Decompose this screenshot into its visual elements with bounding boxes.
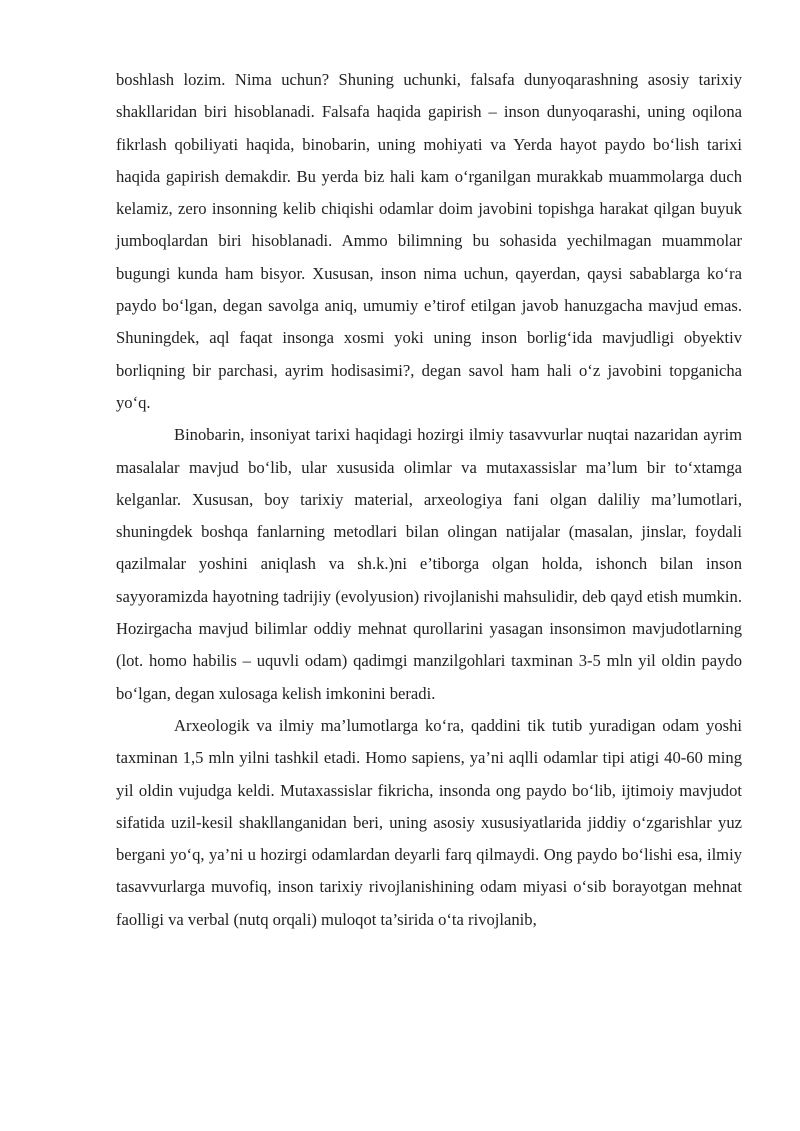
- paragraph-continuation: boshlash lozim. Nima uchun? Shuning uchunki, falsafa dunyoqarashning asosiy tarixiy shakllaridan biri hisoblanadi. Falsafa haqida gapirish – inson dunyoqarashi, uning oqilona fikrlash qobiliyati haqida, binobarin, uning mohiyati va Yerda hayot paydo boʻlish tarixi haqida gapirish demakdir. Bu yerda biz hali kam oʻrganilgan murakkab muammolarga duch kelamiz, zero insonning kelib chiqishi odamlar doim javobini topishga harakat qilgan buyuk jumboqlardan biri hisoblanadi. Ammo bilimning bu sohasida yechilmagan muammolar bugungi kunda ham bisyor. Xususan, inson nima uchun, qayerdan, qaysi sabablarga koʻra paydo boʻlgan, degan savolga aniq, umumiy e’tirof etilgan javob hanuzgacha mavjud emas. Shuningdek, aql faqat insonga xosmi yoki uning inson borligʻida mavjudligi obyektiv borliqning bir parchasi, ayrim hodisasimi?, degan savol ham hali oʻz javobini topganicha yoʻq.: [116, 70, 742, 412]
- document-page: [116, 64, 742, 936]
- paragraph-arxeologik: Arxeologik va ilmiy ma’lumotlarga koʻra, qaddini tik tutib yuradigan odam yoshi taxminan 1,5 mln yilni tashkil etadi. Homo sapiens, ya’ni aqlli odamlar tipi atigi 40-60 ming yil oldin vujudga keldi. Mutaxassislar fikricha, insonda ong paydo boʻlib, ijtimoiy mavjudot sifatida uzil-kesil shakllanganidan beri, uning asosiy xususiyatlarida jiddiy oʻzgarishlar yuz bergani yoʻq, ya’ni u hozirgi odamlardan deyarli farq qilmaydi. Ong paydo boʻlishi esa, ilmiy tasavvurlarga muvofiq, inson tarixiy rivojlanishining odam miyasi oʻsib borayotgan mehnat faolligi va verbal (nutq orqali) muloqot ta’sirida oʻta rivojlanib,: [116, 715, 742, 929]
- paragraph-binobarin: Binobarin, insoniyat tarixi haqidagi hozirgi ilmiy tasavvurlar nuqtai nazaridan ayrim masalalar mavjud boʻlib, ular xususida olimlar va mutaxassislar ma’lum bir toʻxtamga kelganlar. Xususan, boy tarixiy material, arxeologiya fani olgan daliliy ma’lumotlari, shuningdek boshqa fanlarning metodlari bilan olingan natijalar (masalan, jinslar, foydali qazilmalar yoshini aniqlash va sh.k.)ni e’tiborga olgan holda, ishonch bilan inson sayyoramizda hayotning tadrijiy (evolyusion) rivojlanishi mahsulidir, deb qayd etish mumkin. Hozirgacha mavjud bilimlar oddiy mehnat qurollarini yasagan insonsimon mavjudotlarning (lot. homo habilis – uquvli odam) qadimgi manzilgohlari taxminan 3-5 mln yil oldin paydo boʻlgan, degan xulosaga kelish imkonini beradi.: [116, 425, 742, 703]
